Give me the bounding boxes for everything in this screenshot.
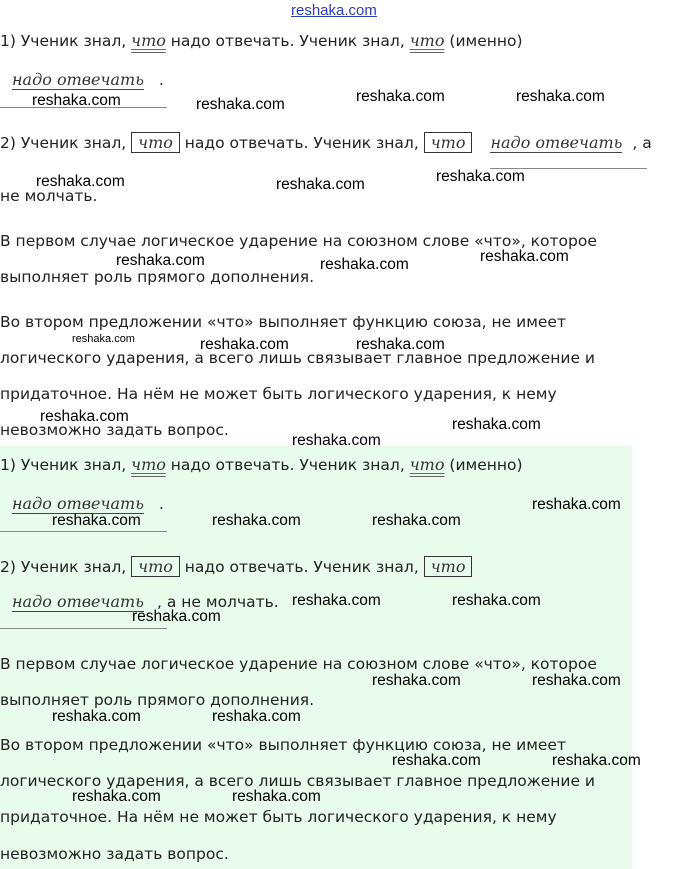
watermark: reshaka.com <box>72 788 161 805</box>
b2-s1-handwritten-phrase: надо отвечать <box>12 494 144 513</box>
watermark: reshaka.com <box>356 336 445 353</box>
b1-p1-line-1: В первом случае логическое ударение на союзном слове «что», которое <box>0 232 597 250</box>
b1-p2-line-3: придаточное. На нём не может быть логического ударения, к нему <box>0 385 557 403</box>
b2-sentence-1 <box>0 456 523 474</box>
watermark: reshaka.com <box>212 708 301 725</box>
b1-p2-line-1: Во втором предложении «что» выполняет функцию союза, не имеет <box>0 313 566 331</box>
b1-s2-continuation: не молчать. <box>0 187 98 205</box>
b2-s1-period: . <box>159 495 164 513</box>
watermark: reshaka.com <box>532 496 621 513</box>
b1-s1-period: . <box>159 71 164 89</box>
b1-s1-word-chto-2: что <box>409 31 445 50</box>
b2-p2-line-1: Во втором предложении «что» выполняет функцию союза, не имеет <box>0 736 566 754</box>
b1-s1-part-b: надо отвечать. Ученик знал, <box>165 32 410 50</box>
b2-s2-part-a: 2) Ученик знал, <box>0 558 132 576</box>
b2-p2-line-2: логического ударения, а всего лишь связывает главное предложение и <box>0 772 595 790</box>
watermark: reshaka.com <box>436 168 525 185</box>
watermark: reshaka.com <box>452 592 541 609</box>
b2-s2-word-chto-1: что <box>131 556 180 577</box>
watermark: reshaka.com <box>552 752 641 769</box>
watermark: reshaka.com <box>132 608 221 625</box>
b2-s2-part-b: надо отвечать. Ученик знал, <box>179 558 424 576</box>
b2-s1-part-b: надо отвечать. Ученик знал, <box>165 456 410 474</box>
watermark: reshaka.com <box>392 752 481 769</box>
watermark: reshaka.com <box>276 176 365 193</box>
watermark: reshaka.com <box>292 592 381 609</box>
b2-sentence-2 <box>0 558 472 576</box>
b2-s2-answer-line <box>0 628 167 629</box>
b2-s1-part-a: 1) Ученик знал, <box>0 456 132 474</box>
watermark: reshaka.com <box>292 432 381 449</box>
b2-s2-handwritten-phrase: надо отвечать <box>12 592 144 611</box>
watermark: reshaka.com <box>52 708 141 725</box>
b1-p2-line-4: невозможно задать вопрос. <box>0 421 229 439</box>
watermark: reshaka.com <box>232 788 321 805</box>
b2-p2-line-4: невозможно задать вопрос. <box>0 845 229 863</box>
watermark: reshaka.com <box>372 672 461 689</box>
b2-p1-line-2: выполняет роль прямого дополнения. <box>0 691 315 709</box>
watermark: reshaka.com <box>200 336 289 353</box>
b1-s2-part-b: надо отвечать. Ученик знал, <box>179 134 424 152</box>
watermark: reshaka.com <box>40 408 129 425</box>
b2-s1-handwritten <box>12 494 164 513</box>
b1-s1-part-c: (именно) <box>444 32 523 50</box>
b1-s2-part-a: 2) Ученик знал, <box>0 134 132 152</box>
b1-sentence-2 <box>0 134 652 152</box>
b2-s1-word-chto-2: что <box>409 455 445 474</box>
watermark: reshaka.com <box>480 248 569 265</box>
b1-s2-word-chto-2: что <box>424 132 473 153</box>
watermark: reshaka.com <box>72 333 135 345</box>
b2-s1-answer-line <box>0 531 167 532</box>
b2-p1-line-1: В первом случае логическое ударение на союзном слове «что», которое <box>0 655 597 673</box>
b1-p1-line-2: выполняет роль прямого дополнения. <box>0 268 315 286</box>
b1-s2-word-chto-1: что <box>131 132 180 153</box>
b2-s2-part-c: , а не молчать. <box>157 593 279 611</box>
header-site-link[interactable]: reshaka.com <box>291 2 377 19</box>
b2-s1-part-c: (именно) <box>444 456 523 474</box>
watermark: reshaka.com <box>516 88 605 105</box>
watermark: reshaka.com <box>356 88 445 105</box>
watermark: reshaka.com <box>116 252 205 269</box>
watermark: reshaka.com <box>320 256 409 273</box>
b2-s2-word-chto-2: что <box>424 556 473 577</box>
b1-p2-line-2: логического ударения, а всего лишь связывает главное предложение и <box>0 349 595 367</box>
watermark: reshaka.com <box>52 512 141 529</box>
b1-s1-word-chto-1: что <box>131 31 166 50</box>
b1-sentence-1 <box>0 32 523 50</box>
watermark: reshaka.com <box>212 512 301 529</box>
watermark: reshaka.com <box>532 672 621 689</box>
b1-s2-part-c: , а <box>632 134 652 152</box>
watermark: reshaka.com <box>372 512 461 529</box>
b1-s1-handwritten-phrase: надо отвечать <box>12 70 144 89</box>
watermark: reshaka.com <box>452 416 541 433</box>
watermark: reshaka.com <box>36 173 125 190</box>
b2-s1-word-chto-1: что <box>131 455 166 474</box>
b1-s1-part-a: 1) Ученик знал, <box>0 32 132 50</box>
watermark: reshaka.com <box>196 96 285 113</box>
b1-s2-handwritten-phrase: надо отвечать <box>490 133 623 152</box>
watermark: reshaka.com <box>32 92 121 109</box>
b1-s1-handwritten <box>12 70 164 89</box>
b2-p2-line-3: придаточное. На нём не может быть логического ударения, к нему <box>0 808 557 826</box>
